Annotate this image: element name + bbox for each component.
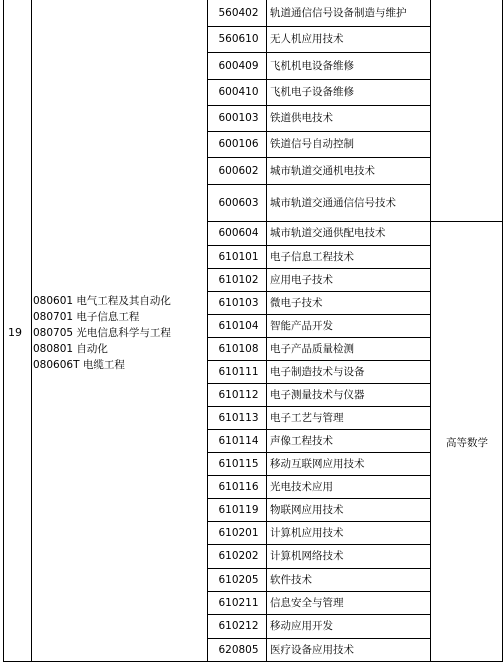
major-name: 信息安全与管理 (270, 596, 344, 609)
major-name: 软件技术 (270, 573, 312, 586)
major-name: 光电技术应用 (270, 480, 333, 493)
major-name: 移动应用开发 (270, 620, 333, 632)
row-divider (207, 521, 430, 522)
undergrad-major: 080705 光电信息科学与工程 (33, 327, 171, 339)
major-code: 610201 (218, 526, 259, 539)
undergrad-major: 080801 自动化 (33, 343, 108, 355)
row-divider (430, 221, 503, 222)
major-name: 轨道通信信号设备制造与维护 (270, 7, 407, 19)
major-name: 电子产品质量检测 (270, 342, 354, 355)
row-divider (207, 268, 430, 269)
row-divider (207, 79, 430, 80)
row-divider (207, 360, 430, 361)
major-code: 610102 (218, 273, 259, 286)
major-name: 微电子技术 (270, 296, 323, 309)
row-divider (207, 498, 430, 499)
column-divider (31, 0, 32, 662)
row-divider (207, 429, 430, 430)
undergrad-major-list (33, 293, 171, 373)
major-name: 智能产品开发 (270, 319, 333, 332)
column-divider (3, 0, 4, 662)
major-name: 应用电子技术 (270, 273, 333, 286)
row-divider (207, 157, 430, 158)
row-divider (207, 52, 430, 53)
exam-subject: 高等数学 (446, 437, 488, 449)
major-code: 560610 (218, 33, 259, 45)
major-name: 电子测量技术与仪器 (270, 388, 365, 401)
row-divider (207, 105, 430, 106)
row-divider (207, 383, 430, 384)
major-code: 610113 (218, 411, 259, 424)
major-name: 物联网应用技术 (270, 503, 344, 516)
major-code: 560402 (218, 7, 259, 19)
major-code: 600106 (218, 138, 259, 150)
major-name: 城市轨道交通供配电技术 (270, 227, 386, 239)
major-name: 城市轨道交通机电技术 (270, 164, 375, 177)
row-divider (207, 26, 430, 27)
column-divider (502, 0, 503, 662)
row-divider (207, 475, 430, 476)
major-code: 600602 (218, 164, 259, 177)
major-name: 声像工程技术 (270, 434, 333, 447)
major-name: 电子信息工程技术 (270, 250, 354, 263)
major-name: 城市轨道交通通信信号技术 (270, 196, 396, 209)
major-name: 铁道供电技术 (270, 112, 333, 124)
major-code: 610212 (218, 620, 259, 632)
column-divider (266, 0, 267, 662)
row-number: 19 (8, 326, 22, 339)
major-code: 610112 (218, 388, 259, 401)
major-code: 620805 (218, 644, 259, 656)
major-name: 计算机网络技术 (270, 550, 344, 562)
row-divider (207, 544, 430, 545)
row-divider (207, 452, 430, 453)
major-name: 医疗设备应用技术 (270, 644, 354, 656)
major-code: 610205 (218, 573, 259, 586)
row-divider (207, 314, 430, 315)
major-code: 610115 (218, 457, 259, 470)
major-name: 电子工艺与管理 (270, 411, 344, 424)
major-code: 610202 (218, 550, 259, 562)
major-name: 计算机应用技术 (270, 526, 344, 539)
row-divider (207, 221, 430, 222)
row-divider (207, 245, 430, 246)
major-code: 600604 (218, 227, 259, 239)
major-code: 610114 (218, 434, 259, 447)
major-code: 610103 (218, 296, 259, 309)
major-code: 610211 (218, 596, 259, 609)
major-code: 610101 (218, 250, 259, 263)
row-divider (207, 291, 430, 292)
major-code: 600410 (218, 86, 259, 98)
major-code: 610116 (218, 480, 259, 493)
major-code: 610108 (218, 342, 259, 355)
table-border (3, 661, 503, 662)
major-code: 600103 (218, 112, 259, 124)
major-code: 610119 (218, 503, 259, 516)
undergrad-major: 080606T 电缆工程 (33, 359, 125, 371)
undergrad-major: 080601 电气工程及其自动化 (33, 295, 171, 307)
major-name: 无人机应用技术 (270, 33, 344, 45)
column-divider (430, 0, 431, 662)
major-code: 600409 (218, 59, 259, 72)
row-divider (207, 591, 430, 592)
major-name: 铁道信号自动控制 (270, 138, 354, 150)
column-divider (207, 0, 208, 662)
major-name: 电子制造技术与设备 (270, 365, 365, 378)
row-divider (207, 184, 430, 185)
undergrad-major: 080701 电子信息工程 (33, 311, 140, 323)
row-divider (207, 614, 430, 615)
major-code: 610104 (218, 319, 259, 332)
row-divider (207, 638, 430, 639)
row-divider (207, 337, 430, 338)
row-divider (207, 568, 430, 569)
major-name: 移动互联网应用技术 (270, 457, 365, 470)
row-divider (207, 406, 430, 407)
major-code: 610111 (218, 365, 259, 378)
row-divider (207, 131, 430, 132)
major-name: 飞机电子设备维修 (270, 86, 354, 98)
major-name: 飞机机电设备维修 (270, 59, 354, 72)
major-code: 600603 (218, 196, 259, 209)
